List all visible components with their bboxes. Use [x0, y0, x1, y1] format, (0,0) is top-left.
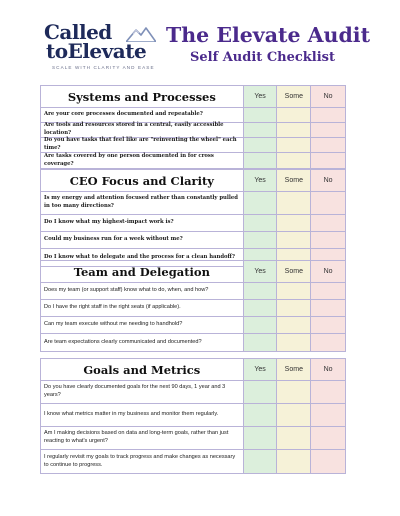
header: [0, 0, 400, 80]
answer-no-cell[interactable]: [310, 427, 345, 449]
answer-yes-cell[interactable]: [243, 215, 277, 231]
question-row: [41, 450, 345, 473]
document-title: The Elevate Audit: [166, 23, 371, 47]
answer-some-cell[interactable]: [276, 215, 310, 231]
answer-no-cell[interactable]: [310, 404, 345, 426]
logo-tagline: SCALE WITH CLARITY AND EASE: [52, 65, 155, 70]
answer-some-cell[interactable]: [276, 317, 310, 333]
answer-no-cell[interactable]: [310, 215, 345, 231]
question-row: [41, 404, 345, 427]
answer-some-cell[interactable]: [276, 381, 310, 403]
question-text: Do you have tasks that feel like are "reinventing the wheel" each time?: [44, 137, 237, 151]
answer-no-cell[interactable]: [310, 450, 345, 473]
answer-yes-cell[interactable]: [243, 108, 277, 122]
question-row: [41, 123, 345, 138]
column-no-header: No: [310, 170, 345, 191]
question-text: Is my energy and attention focused rather than constantly pulled in too many directions?: [44, 195, 238, 209]
logo-line-1: Called: [44, 20, 112, 44]
answer-some-cell[interactable]: [276, 153, 310, 168]
answer-no-cell[interactable]: [310, 317, 345, 333]
answer-yes-cell[interactable]: [243, 138, 277, 152]
answer-some-cell[interactable]: [276, 283, 310, 299]
answer-yes-cell[interactable]: [243, 192, 277, 214]
logo-line-2: toElevate: [46, 39, 147, 63]
answer-yes-cell[interactable]: [243, 300, 277, 316]
answer-no-cell[interactable]: [310, 138, 345, 152]
answer-no-cell[interactable]: [310, 108, 345, 122]
question-text: Are your core processes documented and repeatable?: [44, 111, 203, 118]
question-row: [41, 317, 345, 334]
column-some-header: Some: [276, 170, 310, 191]
answer-no-cell[interactable]: [310, 192, 345, 214]
question-text: Could my business run for a week without me?: [44, 236, 183, 243]
column-some-header: Some: [276, 261, 310, 282]
column-yes-header: Yes: [243, 261, 277, 282]
answer-some-cell[interactable]: [276, 123, 310, 137]
question-row: [41, 215, 345, 232]
answer-yes-cell[interactable]: [243, 427, 277, 449]
mountain-icon: [126, 26, 156, 42]
answer-no-cell[interactable]: [310, 123, 345, 137]
column-no-header: No: [310, 261, 345, 282]
question-text: Are team expectations clearly communicated and documented?: [44, 338, 202, 345]
section-header: [41, 170, 345, 192]
section-systems-processes: [40, 85, 346, 169]
answer-some-cell[interactable]: [276, 300, 310, 316]
answer-yes-cell[interactable]: [243, 317, 277, 333]
question-text: Do I know what to delegate and the process for a clean handoff?: [44, 253, 236, 260]
question-row: [41, 334, 345, 351]
question-text: Am I making decisions based on data and long-term goals, rather than just reacting to what's urgent?: [44, 430, 229, 444]
answer-no-cell[interactable]: [310, 283, 345, 299]
question-text: Do you have clearly documented goals for the next 90 days, 1 year and 3 years?: [44, 384, 226, 398]
question-row: [41, 283, 345, 300]
answer-no-cell[interactable]: [310, 153, 345, 168]
question-row: [41, 138, 345, 153]
question-text: Can my team execute without me needing to handhold?: [44, 321, 183, 328]
column-yes-header: Yes: [243, 359, 277, 380]
question-row: [41, 427, 345, 450]
question-text: Does my team (or support staff) know what to do, when, and how?: [44, 287, 209, 294]
question-row: [41, 300, 345, 317]
question-row: [41, 192, 345, 215]
column-some-header: Some: [276, 86, 310, 107]
question-row: [41, 108, 345, 123]
answer-some-cell[interactable]: [276, 450, 310, 473]
section-title: Team and Delegation: [73, 264, 210, 279]
answer-some-cell[interactable]: [276, 138, 310, 152]
question-text: I regularly revisit my goals to track progress and make changes as necessary to continue to progress.: [44, 453, 236, 468]
answer-some-cell[interactable]: [276, 108, 310, 122]
question-text: Do I know what my highest-impact work is?: [44, 219, 174, 226]
column-yes-header: Yes: [243, 170, 277, 191]
question-text: Are tasks covered by one person documented in for cross coverage?: [44, 152, 214, 167]
document-subtitle: Self Audit Checklist: [190, 50, 336, 65]
column-some-header: Some: [276, 359, 310, 380]
answer-some-cell[interactable]: [276, 334, 310, 351]
answer-no-cell[interactable]: [310, 232, 345, 248]
answer-some-cell[interactable]: [276, 232, 310, 248]
answer-some-cell[interactable]: [276, 427, 310, 449]
section-title: Goals and Metrics: [83, 362, 201, 377]
section-header: [41, 86, 345, 108]
question-row: [41, 153, 345, 168]
section-goals-metrics: [40, 358, 346, 474]
answer-some-cell[interactable]: [276, 404, 310, 426]
answer-yes-cell[interactable]: [243, 381, 277, 403]
column-no-header: No: [310, 86, 345, 107]
question-row: [41, 232, 345, 249]
answer-some-cell[interactable]: [276, 192, 310, 214]
question-text: Are tools and resources stored in a central, easily accessible location?: [44, 122, 224, 136]
question-text: Do I have the right staff in the right seats (if applicable).: [44, 304, 181, 311]
column-no-header: No: [310, 359, 345, 380]
section-header: [41, 359, 345, 381]
column-yes-header: Yes: [243, 86, 277, 107]
question-row: [41, 381, 345, 404]
section-ceo-focus: [40, 169, 346, 267]
answer-no-cell[interactable]: [310, 300, 345, 316]
answer-yes-cell[interactable]: [243, 450, 277, 473]
section-title: CEO Focus and Clarity: [69, 173, 214, 188]
answer-yes-cell[interactable]: [243, 404, 277, 426]
question-text: I know what metrics matter in my business and monitor them regularly.: [44, 411, 219, 418]
answer-yes-cell[interactable]: [243, 123, 277, 137]
section-title: Systems and Processes: [67, 89, 216, 104]
answer-no-cell[interactable]: [310, 381, 345, 403]
brand-logo: [44, 22, 158, 76]
answer-yes-cell[interactable]: [243, 232, 277, 248]
section-team-delegation: [40, 260, 346, 352]
section-header: [41, 261, 345, 283]
answer-yes-cell[interactable]: [243, 283, 277, 299]
answer-yes-cell[interactable]: [243, 153, 277, 168]
answer-yes-cell[interactable]: [243, 334, 277, 351]
answer-no-cell[interactable]: [310, 334, 345, 351]
